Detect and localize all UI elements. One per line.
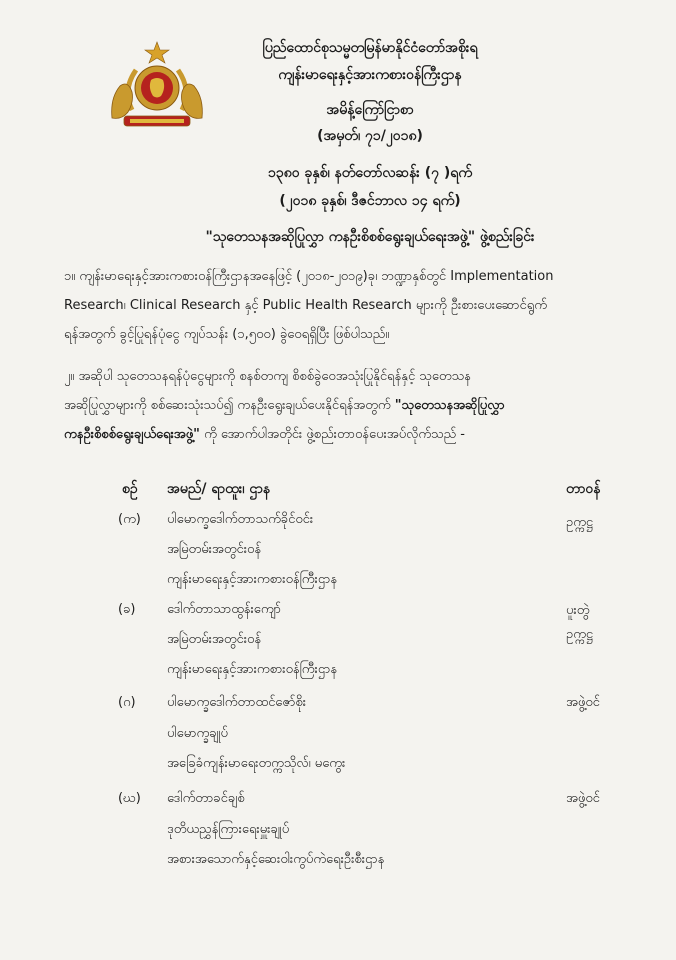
member-position: အမြဲတမ်းအတွင်းဝန် <box>167 542 262 557</box>
order-number: (အမှတ်၊ ၇၁/၂၀၁၈) <box>317 128 423 144</box>
committee-name-bold-start: "သုတေသနအဆိုပြုလွှာ <box>394 398 505 413</box>
paragraph-1-line-2: Research၊ Clinical Research နှင့် Public Health Research များကို ဦးစားပေးဆောင်ရွက် <box>64 298 547 313</box>
paragraph-2-line-2 <box>64 397 636 415</box>
member-role-line-2: ဥက္ကဋ္ဌ <box>566 627 593 642</box>
government-title: ပြည်ထောင်စုသမ္မတမြန်မာနိုင်ငံတော်အစိုးရ <box>262 40 478 56</box>
member-position: ဒုတိယညွှန်ကြားရေးမှူးချုပ် <box>167 822 290 837</box>
committee-name-bold-end: ကနဦးစိစစ်ရွေးချယ်ရေးအဖွဲ့" <box>64 427 200 442</box>
gregorian-date: (၂၀၁၈ ခုနှစ်၊ ဒီဇင်ဘာလ ၁၄ ရက်) <box>279 193 461 209</box>
member-name: ပါမောက္ခဒေါက်တာထင်ဇော်စိုး <box>167 695 307 710</box>
paragraph-1-line-1: ၁။ ကျန်းမာရေးနှင့်အားကစားဝန်ကြီးဌာနအနေဖြင့် (၂၀၁၈-၂၀၁၉)ခု၊ ဘဏ္ဍာနှစ်တွင် Implementation <box>64 269 554 284</box>
member-department: ကျန်းမာရေးနှင့်အားကစားဝန်ကြီးဌာန <box>167 572 338 587</box>
member-department: အခြေခံကျန်းမာရေးတက္ကသိုလ်၊ မကွေး <box>167 756 346 771</box>
member-name: ဒေါက်တာသာထွန်းကျော် <box>167 602 281 617</box>
paragraph-1-line-3: ရန်အတွက် ခွင့်ပြုရန်ပုံငွေ ကျပ်သန်း (၁,၅၀၀) ခွဲဝေရရှိပြီး ဖြစ်ပါသည်။ <box>64 327 390 342</box>
member-position: ပါမောက္ခချုပ် <box>167 726 228 741</box>
myanmar-date: ၁၃၈၀ ခုနှစ်၊ နတ်တော်လဆန်း (၇ )ရက် <box>267 165 473 181</box>
paragraph-2-line-1: ၂။ အဆိုပါ သုတေသနရန်ပုံငွေများကို စနစ်တကျ စိစစ်ခွဲဝေအသုံးပြုနိုင်ရန်နှင့် သုတေသန <box>64 369 471 384</box>
member-department: အစားအသောက်နှင့်ဆေးဝါးကွပ်ကဲရေးဦးစီးဌာန <box>167 852 385 867</box>
member-number: (ခ) <box>118 602 136 617</box>
member-name: ဒေါက်တာခင်ချစ် <box>167 791 245 806</box>
member-position: အမြဲတမ်းအတွင်းဝန် <box>167 632 262 647</box>
paragraph-2-line-3 <box>64 426 636 444</box>
paragraph-2-line-3-text: ကို အောက်ပါအတိုင်း ဖွဲ့စည်းတာဝန်ပေးအပ်လိုက်သည် - <box>199 427 465 442</box>
member-role: ပူးတွဲ <box>566 603 590 618</box>
column-header-role: တာဝန် <box>566 481 601 497</box>
subject-heading: "သုတေသနအဆိုပြုလွှာ ကနဦးစိစစ်ရွေးချယ်ရေးအဖွဲ့" ဖွဲ့စည်းခြင်း <box>205 229 535 245</box>
column-header-number: စဉ် <box>122 481 138 497</box>
member-role: ဥက္ကဋ္ဌ <box>566 515 593 530</box>
member-role: အဖွဲ့ဝင် <box>566 791 600 806</box>
column-header-name: အမည်/ ရာထူး၊ ဌာန <box>167 481 271 497</box>
member-number: (က) <box>118 512 141 527</box>
ministry-title: ကျန်းမာရေးနှင့်အားကစားဝန်ကြီးဌာန <box>278 67 462 83</box>
member-number: (ဂ) <box>118 695 136 710</box>
member-name: ပါမောက္ခဒေါက်တာသက်ခိုင်ဝင်း <box>167 512 314 527</box>
member-role: အဖွဲ့ဝင် <box>566 695 600 710</box>
order-title: အမိန့်ကြော်ငြာစာ <box>326 102 414 118</box>
member-number: (ဃ) <box>118 791 141 806</box>
member-department: ကျန်းမာရေးနှင့်အားကစားဝန်ကြီးဌာန <box>167 662 338 677</box>
paragraph-2-line-2-text: အဆိုပြုလွှာများကို စစ်ဆေးသုံးသပ်၍ ကနဦးရွေးချယ်ပေးနိုင်ရန်အတွက် <box>64 398 395 413</box>
